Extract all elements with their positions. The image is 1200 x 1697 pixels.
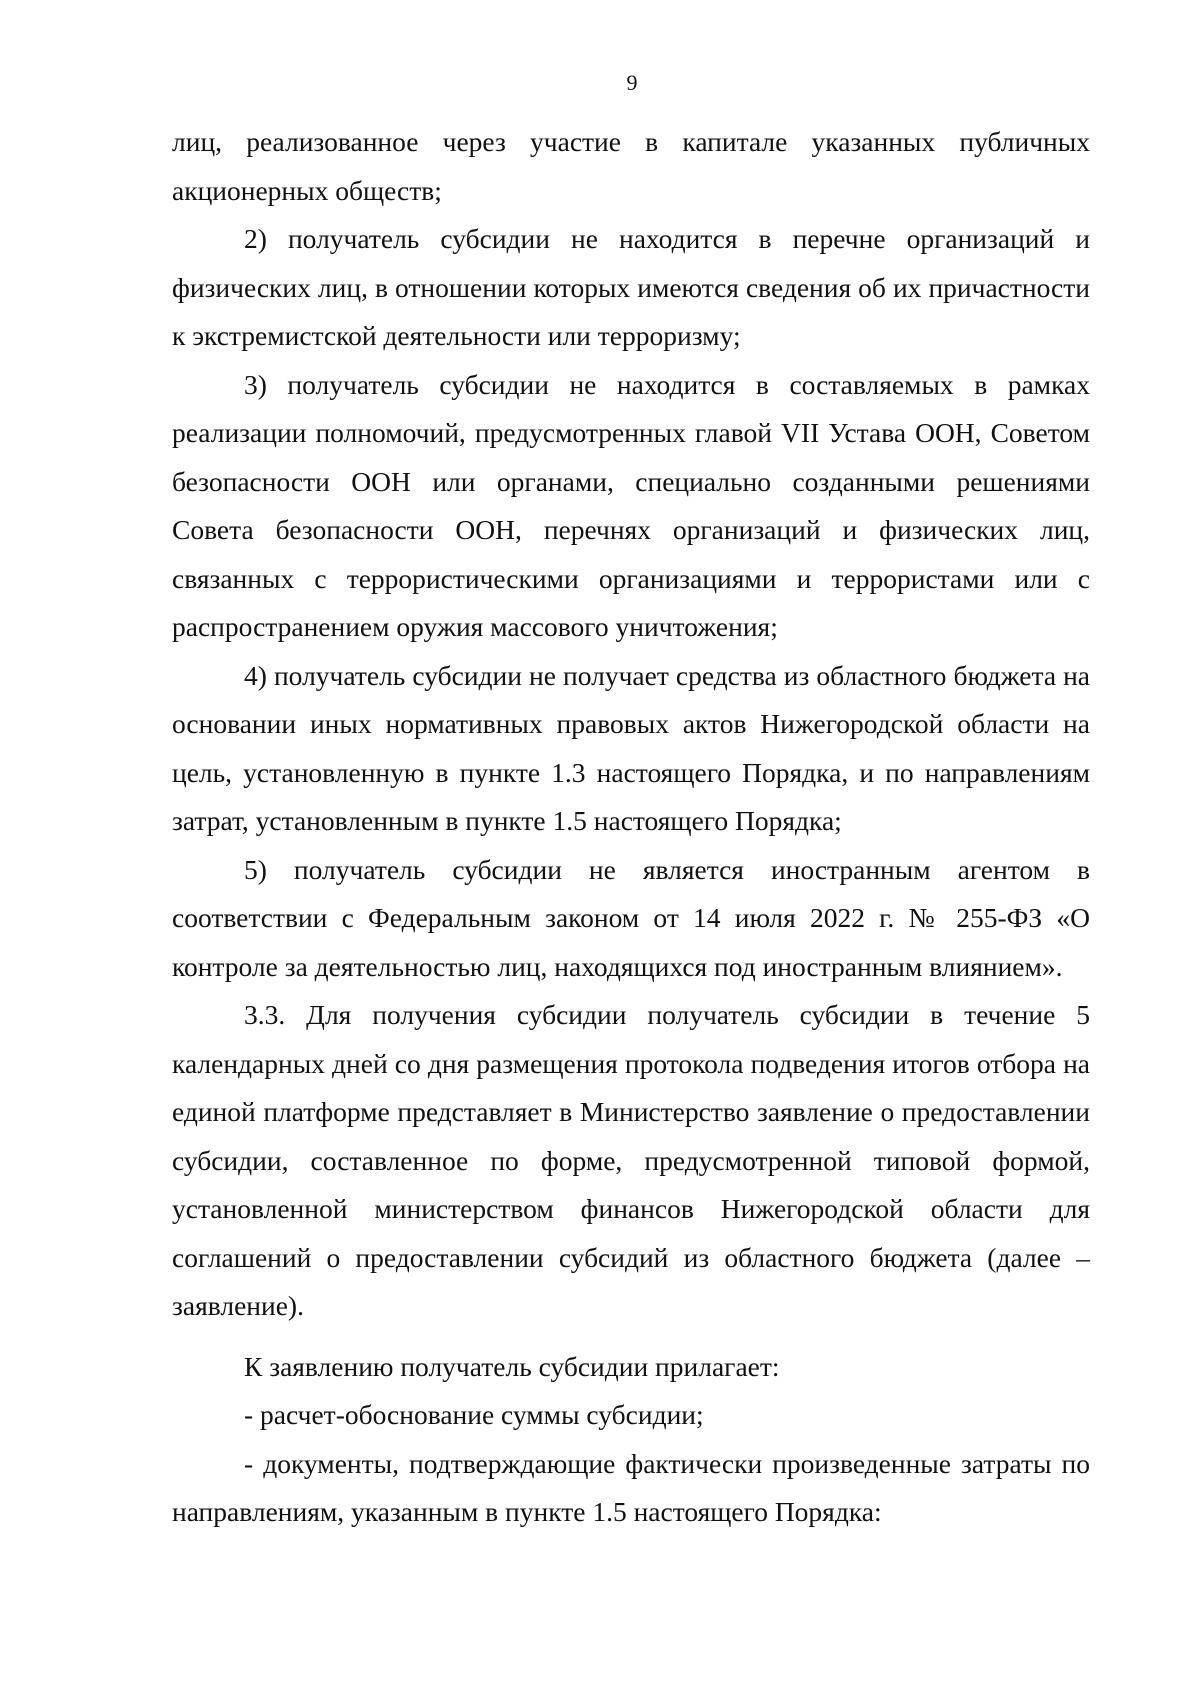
page-number: 9 [626, 70, 638, 95]
paragraph-attachments-intro: К заявлению получатель субсидии прилагает: [244, 1350, 780, 1382]
list-item-documents: - документы, подтверждающие фактически произведенные затраты по направлениям, указанным в пункте 1.5 настоящего Порядка: [172, 1447, 1090, 1527]
paragraph-item-4: 4) получатель субсидии не получает средства из областного бюджета на основании иных нормативных правовых актов Нижегородской области на цель, установленную в пункте 1.3 настоящего Порядка, и по направлениям затрат, установленным в пункте 1.5 настоящего Порядка; [172, 659, 1090, 836]
list-item-calculation: - расчет-обоснование суммы субсидии; [244, 1399, 704, 1430]
paragraph-clause-3-3: 3.3. Для получения субсидии получатель субсидии в течение 5 календарных дней со дня размещения протокола подведения итогов отбора на единой платформе представляет в Министерство заявление о предоставлении субсидии, составленное по форме, предусмотренной типовой формой, установленной министерством финансов Нижегородской области для соглашений о предоставлении субсидий из областного бюджета (далее – заявление). [172, 999, 1090, 1321]
paragraph-item-5: 5) получатель субсидии не является иностранным агентом в соответствии с Федеральным законом от 14 июля 2022 г. № 255-ФЗ «О контроле за деятельностью лиц, находящихся под иностранным влиянием». [172, 853, 1090, 982]
document-body [172, 118, 1090, 1537]
paragraph-item-2: 2) получатель субсидии не находится в перечне организаций и физических лиц, в отношении которых имеются сведения об их причастности к экстремистской деятельности или терроризму; [172, 223, 1090, 351]
paragraph-item-3: 3) получатель субсидии не находится в составляемых в рамках реализации полномочий, предусмотренных главой VII Устава ООН, Советом безопасности ООН или органами, специально созданными решениями Совета безопасности ООН, перечнях организаций и физических лиц, связанных с террористическими организациями и террористами или с распространением оружия массового уничтожения; [172, 368, 1090, 642]
paragraph-continuation: лиц, реализованное через участие в капитале указанных публичных акционерных обществ; [172, 126, 1090, 206]
